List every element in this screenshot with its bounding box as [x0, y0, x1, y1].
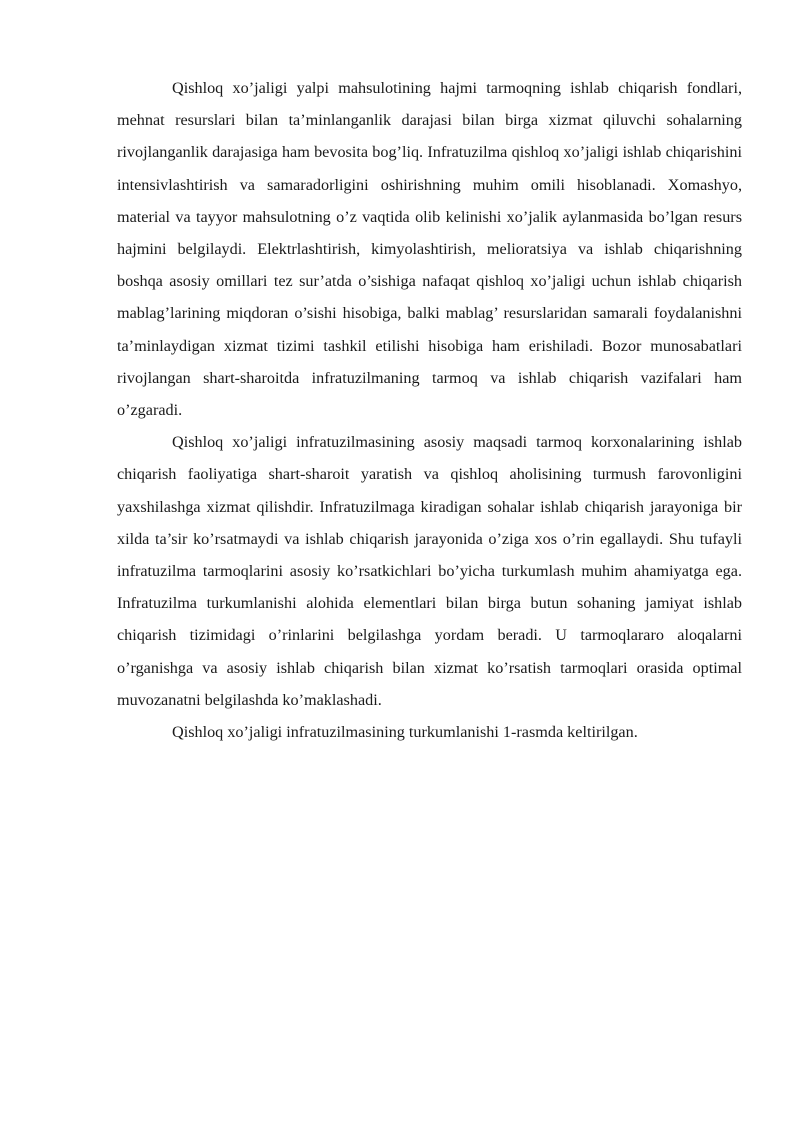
paragraph-2: Qishloq xo’jaligi infratuzilmasining asosiy maqsadi tarmoq korxonalarining ishlab chiqarish faoliyatiga shart-sharoit yaratish va qishloq aholisining turmush farovonligini yaxshilashga xizmat qilishdir. Infratuzilmaga kiradigan sohalar ishlab chiqarish jarayoniga bir xilda ta’sir ko’rsatmaydi va ishlab chiqarish jarayonida o’ziga xos o’rin egallaydi. Shu tufayli infratuzilma tarmoqlarini asosiy ko’rsatkichlari bo’yicha turkumlash muhim ahamiyatga ega. Infratuzilma turkumlanishi alohida elementlari bilan birga butun sohaning jamiyat ishlab chiqarish tizimidagi o’rinlarini belgilashga yordam beradi. U tarmoqlararo aloqalarni o’rganishga va asosiy ishlab chiqarish bilan xizmat ko’rsatish tarmoqlari orasida optimal muvozanatni belgilashda ko’maklashadi.: [117, 433, 742, 709]
paragraph-3: Qishloq xo’jaligi infratuzilmasining turkumlanishi 1-rasmda keltirilgan.: [172, 723, 638, 742]
document-page: [117, 72, 742, 748]
paragraph-1: Qishloq xo’jaligi yalpi mahsulotining hajmi tarmoqning ishlab chiqarish fondlari, mehnat resurslari bilan ta’minlanganlik darajasi bilan birga xizmat qiluvchi sohalarning rivojlanganlik darajasiga ham bevosita bog’liq. Infratuzilma qishloq xo’jaligi ishlab chiqarishini intensivlashtirish va samaradorligini oshirishning muhim omili hisoblanadi. Xomashyo, material va tayyor mahsulotning o’z vaqtida olib kelinishi xo’jalik aylanmasida bo’lgan resurs hajmini belgilaydi. Elektrlashtirish, kimyolashtirish, melioratsiya va ishlab chiqarishning boshqa asosiy omillari tez sur’atda o’sishiga nafaqat qishloq xo’jaligi uchun ishlab chiqarish mablag’larining miqdoran o’sishi hisobiga, balki mablag’ resurslaridan samarali foydalanishni ta’minlaydigan xizmat tizimi tashkil etilishi hisobiga ham erishiladi. Bozor munosabatlari rivojlangan shart-sharoitda infratuzilmaning tarmoq va ishlab chiqarish vazifalari ham o’zgaradi.: [117, 79, 742, 420]
